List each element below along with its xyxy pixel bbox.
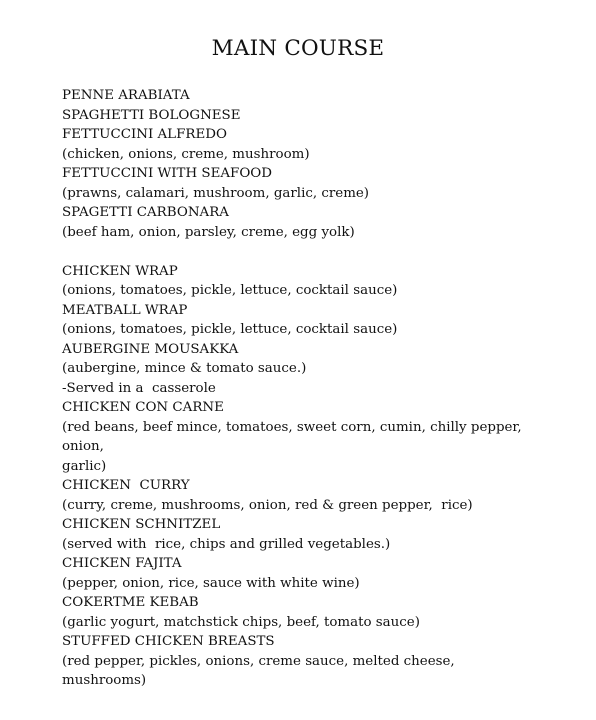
dish-description: (onions, tomatoes, pickle, lettuce, cocktail sauce)	[62, 283, 398, 298]
dish-name: FETTUCCINI ALFREDO	[62, 127, 227, 142]
dish-name: SPAGHETTI BOLOGNESE	[62, 107, 241, 123]
dish-description: (red beans, beef mince, tomatoes, sweet corn, cumin, chilly pepper, onion,	[62, 419, 526, 454]
dish-description: (garlic yogurt, matchstick chips, beef, tomato sauce)	[62, 614, 420, 630]
dish-description: (prawns, calamari, mushroom, garlic, creme)	[62, 185, 370, 201]
page-title: MAIN COURSE	[211, 36, 385, 61]
dish-name: CHICKEN FAJITA	[62, 556, 182, 571]
menu-section-pasta	[62, 86, 542, 242]
dish-name: FETTUCCINI WITH SEAFOOD	[62, 166, 273, 181]
dish-name: COKERTME KEBAB	[62, 595, 199, 610]
dish-name: CHICKEN SCHNITZEL	[62, 517, 221, 532]
dish-name: CHICKEN CURRY	[62, 478, 190, 493]
dish-name: AUBERGINE MOUSAKKA	[62, 341, 239, 357]
dish-name: MEATBALL WRAP	[62, 302, 188, 318]
dish-description: (served with rice, chips and grilled vegetables.)	[62, 536, 391, 552]
dish-description: (curry, creme, mushrooms, onion, red & green pepper, rice)	[62, 497, 473, 513]
dish-description: (aubergine, mince & tomato sauce.)	[62, 361, 307, 376]
dish-name: SPAGETTI CARBONARA	[62, 205, 229, 220]
section-spacer	[62, 242, 542, 262]
dish-note: -Served in a casserole	[62, 380, 216, 396]
dish-description: (chicken, onions, creme, mushroom)	[62, 146, 310, 162]
dish-description: (pepper, onion, rice, sauce with white wine)	[62, 575, 360, 591]
dish-description: (beef ham, onion, parsley, creme, egg yolk)	[62, 224, 355, 240]
menu-list	[62, 86, 542, 691]
dish-name: STUFFED CHICKEN BREASTS	[62, 634, 275, 649]
dish-description: (onions, tomatoes, pickle, lettuce, cocktail sauce)	[62, 322, 398, 337]
dish-name: CHICKEN CON CARNE	[62, 400, 224, 415]
dish-description: (red pepper, pickles, onions, creme sauce, melted cheese, mushrooms)	[62, 653, 459, 688]
dish-description-continued: garlic)	[62, 458, 107, 474]
dish-name: CHICKEN WRAP	[62, 263, 178, 279]
menu-section-mains	[62, 262, 542, 691]
dish-name: PENNE ARABIATA	[62, 88, 190, 103]
